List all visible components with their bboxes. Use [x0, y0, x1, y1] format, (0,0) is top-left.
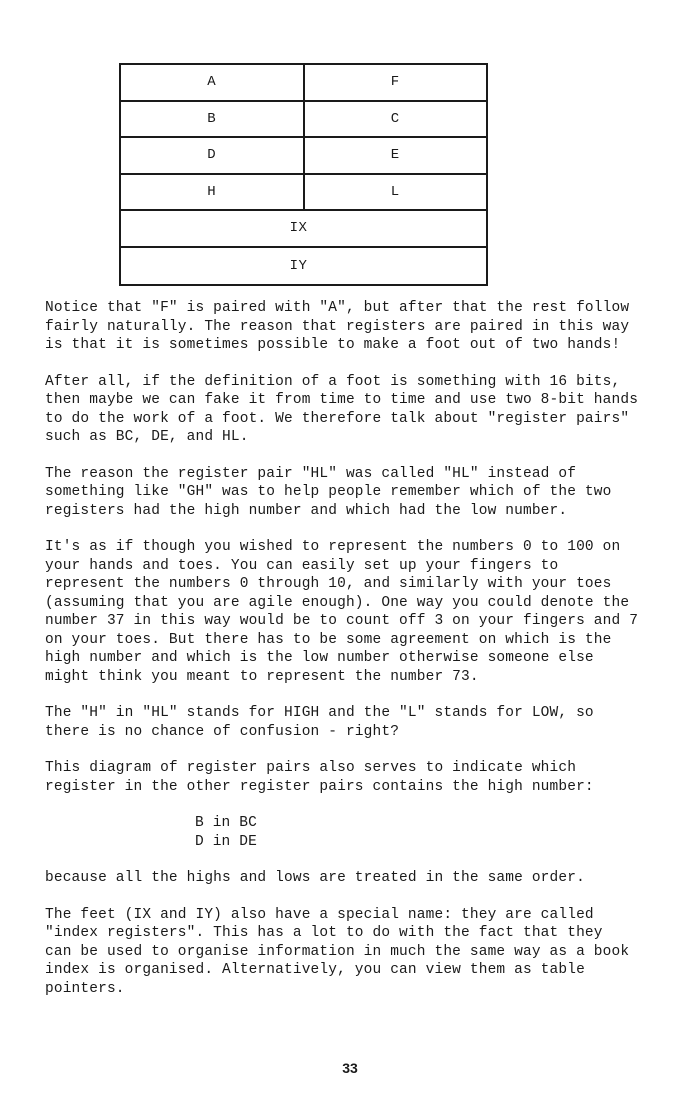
register-h: H — [121, 175, 305, 210]
register-iy: IY — [289, 257, 308, 274]
paragraph-fingers-and-toes: It's as if though you wished to represent the numbers 0 to 100 on your hands and toes. You can easily set up your fingers to represent the numbers 0 through 10, and similarly with your toes (assuming that you are agile enough). One way you could denote the number 37 in this way would be to count off 3 on your fingers and 7 on your toes. But there has to be some agreement on which is the high number and which is the low number otherwise someone else might think you meant to represent the number 73. — [45, 539, 639, 685]
high-register-examples: B in BC D in DE — [195, 815, 257, 850]
register-d: D — [121, 138, 305, 173]
register-row-hl — [121, 175, 486, 212]
register-c: C — [390, 110, 400, 127]
register-l: L — [390, 183, 400, 200]
register-row-iy — [121, 248, 486, 285]
register-pairs-diagram — [119, 63, 488, 286]
paragraph-diagram-indicates-high: This diagram of register pairs also serves to indicate which register in the other register pairs contains the high number: — [45, 760, 594, 795]
register-b: B — [121, 102, 305, 137]
paragraph-same-order: because all the highs and lows are treated in the same order. — [45, 870, 585, 886]
page-body-text — [45, 299, 670, 1016]
register-a: A — [121, 65, 305, 100]
paragraph-high-low: The "H" in "HL" stands for HIGH and the "L" stands for LOW, so there is no chance of confusion - right? — [45, 705, 594, 740]
register-row-bc — [121, 102, 486, 139]
paragraph-index-registers: The feet (IX and IY) also have a special name: they are called "index registers". This has a lot to do with the fact that they can be used to organise information in much the same way as a book index is organised. Alternatively, you can view them as table pointers. — [45, 906, 630, 997]
register-row-af — [121, 65, 486, 102]
paragraph-foot-definition: After all, if the definition of a foot is something with 16 bits, then maybe we can fake it from time to time and use two 8-bit hands to do the work of a foot. We therefore talk about "register pairs" such as BC, DE, and HL. — [45, 373, 639, 445]
paragraph-f-paired-with-a: Notice that "F" is paired with "A", but after that the rest follow fairly naturally. The reason that registers are paired in this way is that it is sometimes possible to make a foot out of two hands! — [45, 300, 630, 353]
register-row-ix — [121, 211, 486, 248]
register-e: E — [390, 147, 400, 164]
register-row-de — [121, 138, 486, 175]
register-f: F — [390, 74, 400, 91]
register-ix: IX — [289, 220, 308, 237]
page-number: 33 — [342, 1060, 358, 1076]
paragraph-hl-naming: The reason the register pair "HL" was called "HL" instead of something like "GH" was to help people remember which of the two registers had the high number and which had the low number. — [45, 465, 612, 519]
